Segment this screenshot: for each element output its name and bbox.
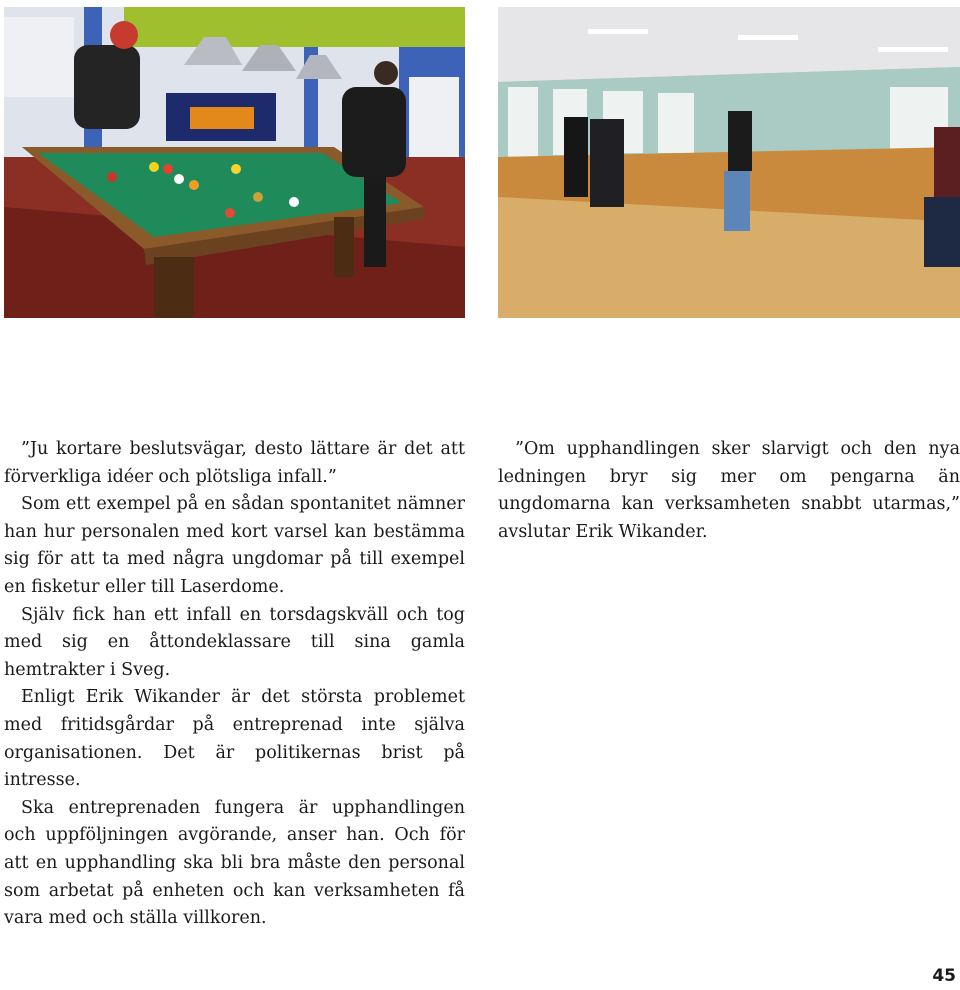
photo-floorball-hall	[498, 7, 960, 318]
photo-pool-table	[4, 7, 465, 318]
paragraph: ”Om upphandlingen sker slarvigt och den nya ledningen bryr sig mer om pengarna än ungdomarna kan verksamheten snabbt utarmas,” avslutar Erik Wikander.	[498, 439, 960, 542]
body-text-left-column	[4, 436, 465, 933]
body-text-right-column	[498, 436, 960, 546]
paragraph: Ska entreprenaden fungera är upphandlingen och uppföljningen avgörande, anser han. Och för att en upphandling ska bli bra måste den personal som arbetat på enheten och kan verksamheten få vara med och ställa villkoren.	[4, 797, 465, 929]
paragraph: ”Ju kortare beslutsvägar, desto lättare är det att förverkliga idéer och plötsliga infall.”	[4, 439, 465, 487]
paragraph: Som ett exempel på en sådan spontanitet nämner han hur personalen med kort varsel kan bestämma sig för att ta med några ungdomar på till exempel en fisketur eller till Laserdome.	[4, 494, 465, 597]
page-number: 45	[932, 966, 956, 986]
paragraph: Själv fick han ett infall en torsdagskväll och tog med sig en åttondeklassare till sina gamla hemtrakter i Sveg.	[4, 604, 465, 680]
paragraph: Enligt Erik Wikander är det största problemet med fritidsgårdar på entreprenad inte själva organisationen. Det är politikernas brist på intresse.	[4, 687, 465, 791]
